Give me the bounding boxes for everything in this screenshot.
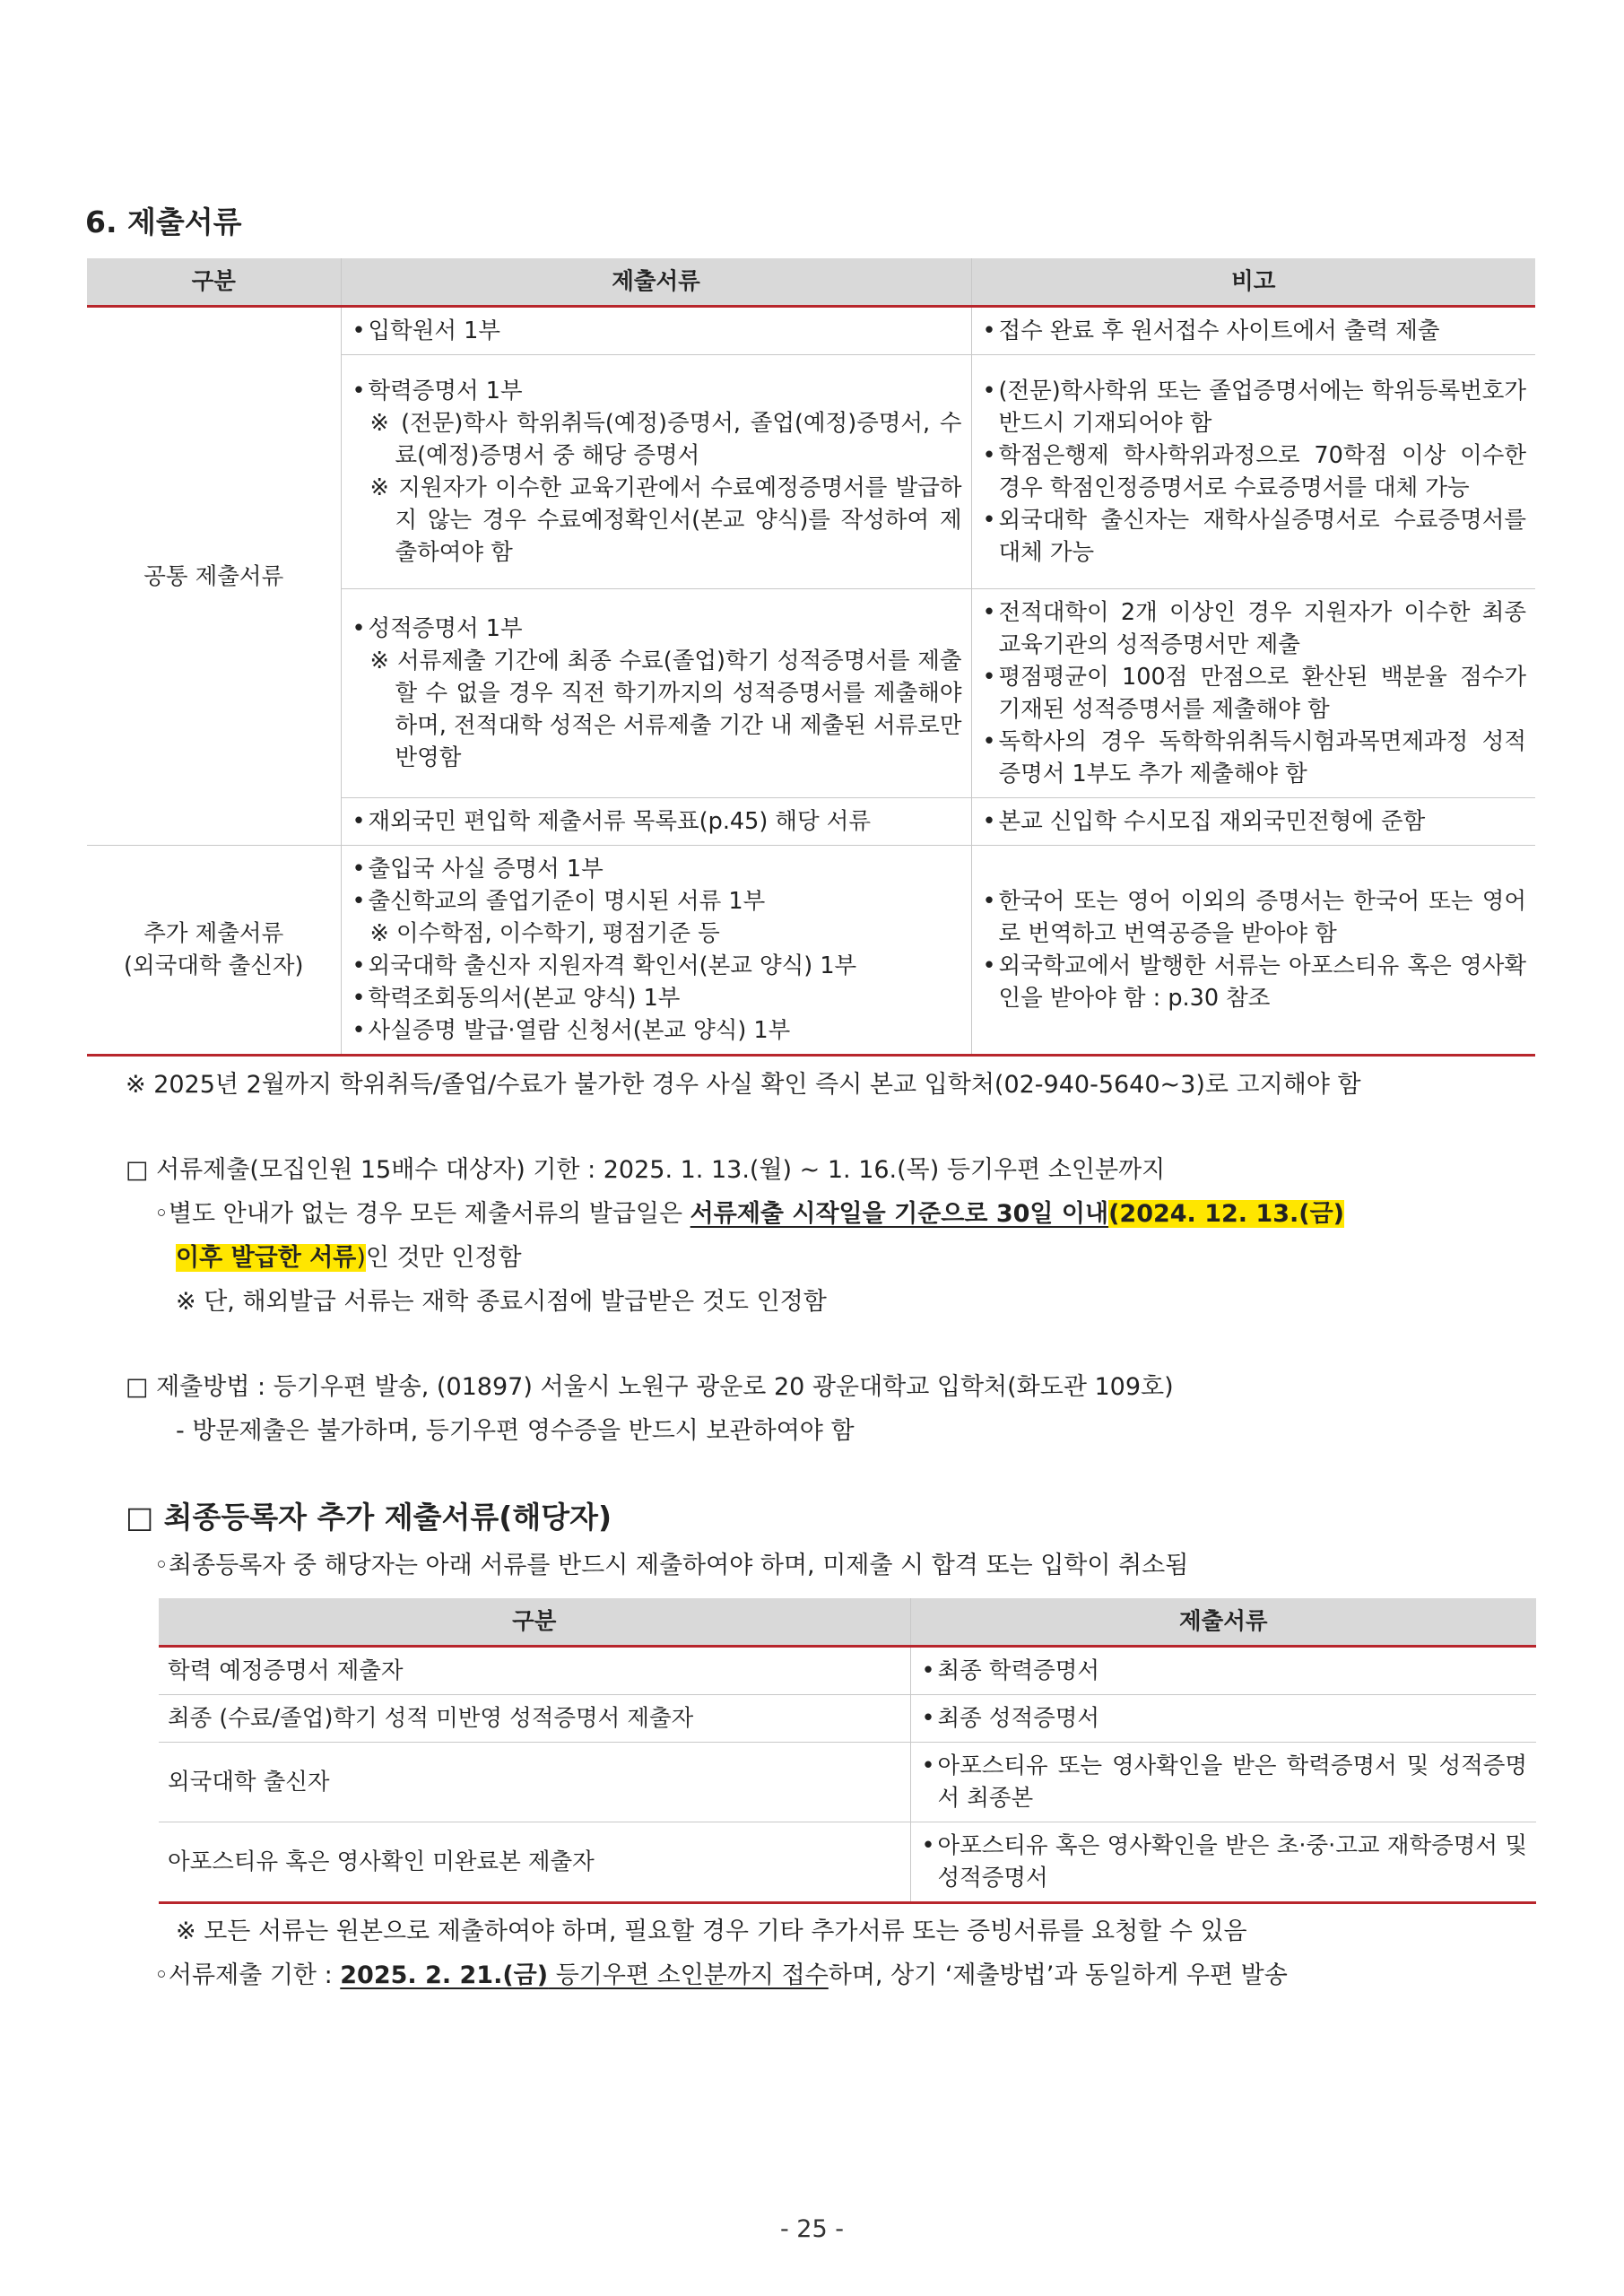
note-item: • 평점평균이 100점 만점으로 환산된 백분율 점수가 기재된 성적증명서를 제출해야 함 [981, 661, 1527, 726]
issue-date-highlight: (2024. 12. 13.(금) [1108, 1200, 1345, 1228]
table-row: 학력 예정증명서 제출자 • 최종 학력증명서 [159, 1647, 1536, 1695]
doc-subnote: ※ (전문)학사 학위취득(예정)증명서, 졸업(예정)증명서, 수료(예정)증명서 중 해당 증명서 [369, 410, 962, 469]
section-title: 6. 제출서류 [85, 204, 242, 239]
method-line: □ 제출방법 : 등기우편 발송, (01897) 서울시 노원구 광운로 20 광운대학교 입학처(화도관 109호) [126, 1373, 1174, 1401]
doc-item: • 학력증명서 1부 [351, 375, 962, 407]
submission-documents-table [87, 258, 1535, 1057]
table-row: 외국대학 출신자 • 아포스티유 또는 영사확인을 받은 학력증명서 및 성적증명서 최종본 [159, 1743, 1536, 1822]
final-deadline-date: 2025. 2. 21.(금) [340, 1961, 549, 1989]
header-category: 구분 [87, 258, 341, 307]
note-item: • 외국학교에서 발행한 서류는 아포스티유 혹은 영사확인을 받아야 함 : p.30 참조 [981, 950, 1527, 1014]
final-deadline: ◦서류제출 기한 : 2025. 2. 21.(금) 등기우편 소인분까지 접수하며, 상기 ‘제출방법’과 동일하게 우편 발송 [154, 1961, 1288, 1989]
deadline-issue-rule: ◦별도 안내가 없는 경우 모든 제출서류의 발급일은 서류제출 시작일을 기준으로 30일 이내(2024. 12. 13.(금) [154, 1200, 1345, 1228]
final-title: □ 최종등록자 추가 제출서류(해당자) [126, 1500, 612, 1535]
table-header-row [159, 1598, 1536, 1647]
final-note: ※ 모든 서류는 원본으로 제출하여야 하며, 필요할 경우 기타 추가서류 또는 증빙서류를 요청할 수 있음 [176, 1918, 1247, 1945]
doc-item: • 학력조회동의서(본교 양식) 1부 [351, 982, 962, 1014]
issue-period: 서류제출 시작일을 기준으로 30일 이내 [690, 1200, 1109, 1228]
note-item: • 접수 완료 후 원서접수 사이트에서 출력 제출 [981, 315, 1527, 347]
note-item: • 외국대학 출신자는 재학사실증명서로 수료증명서를 대체 가능 [981, 504, 1527, 569]
method-sub: - 방문제출은 불가하며, 등기우편 영수증을 반드시 보관하여야 함 [176, 1417, 855, 1445]
doc-subnote: ※ 서류제출 기간에 최종 수료(졸업)학기 성적증명서를 제출할 수 없을 경우 직전 학기까지의 성적증명서를 제출해야 하며, 전적대학 성적은 서류제출 기간 내 제출된 서류로만 반영함 [369, 648, 962, 771]
note-item: • 한국어 또는 영어 이외의 증명서는 한국어 또는 영어로 번역하고 번역공증을 받아야 함 [981, 885, 1527, 950]
doc-item: • 출입국 사실 증명서 1부 [351, 853, 962, 885]
final-registrant-table [159, 1598, 1536, 1904]
final-header-category: 구분 [159, 1598, 910, 1647]
final-intro: ◦최종등록자 중 해당자는 아래 서류를 반드시 제출하여야 하며, 미제출 시 합격 또는 입학이 취소됨 [154, 1552, 1189, 1579]
doc-item: • 재외국민 편입학 제출서류 목록표(p.45) 해당 서류 [351, 805, 962, 838]
note-item: • 전적대학이 2개 이상인 경우 지원자가 이수한 최종 교육기관의 성적증명서만 제출 [981, 596, 1527, 661]
page-number: - 25 - [779, 2215, 844, 2243]
final-header-documents: 제출서류 [910, 1598, 1536, 1647]
category-additional-line2: (외국대학 출신자) [124, 952, 304, 979]
note-item: • (전문)학사학위 또는 졸업증명서에는 학위등록번호가 반드시 기재되어야 함 [981, 375, 1527, 439]
deadline-issue-rule-cont: 이후 발급한 서류)인 것만 인정함 [176, 1244, 522, 1272]
table-row: 아포스티유 혹은 영사확인 미완료본 제출자 • 아포스티유 혹은 영사확인을 받은 초·중·고교 재학증명서 및 성적증명서 [159, 1822, 1536, 1903]
note-item: • 본교 신입학 수시모집 재외국민전형에 준함 [981, 805, 1527, 838]
header-notes: 비고 [971, 258, 1535, 307]
note-item: • 학점은행제 학사학위과정으로 70학점 이상 이수한 경우 학점인정증명서로 수료증명서를 대체 가능 [981, 439, 1527, 504]
category-common: 공통 제출서류 [143, 562, 284, 590]
doc-item: • 사실증명 발급·열람 신청서(본교 양식) 1부 [351, 1014, 962, 1047]
doc-item: • 입학원서 1부 [351, 315, 962, 347]
doc-item: • 출신학교의 졸업기준이 명시된 서류 1부 [351, 885, 962, 918]
category-additional-line1: 추가 제출서류 [143, 920, 284, 947]
header-documents: 제출서류 [341, 258, 971, 307]
doc-item: • 외국대학 출신자 지원자격 확인서(본교 양식) 1부 [351, 950, 962, 982]
notice-february: ※ 2025년 2월까지 학위취득/졸업/수료가 불가한 경우 사실 확인 즉시 본교 입학처(02-940-5640~3)로 고지해야 함 [126, 1071, 1361, 1099]
note-item: • 독학사의 경우 독학학위취득시험과목면제과정 성적증명서 1부도 추가 제출해야 함 [981, 726, 1527, 790]
doc-subnote: ※ 이수학점, 이수학기, 평점기준 등 [369, 920, 720, 947]
table-row [87, 846, 1535, 1056]
category-additional [87, 846, 341, 1056]
table-row: 최종 (수료/졸업)학기 성적 미반영 성적증명서 제출자 • 최종 성적증명서 [159, 1695, 1536, 1743]
overseas-note: ※ 단, 해외발급 서류는 재학 종료시점에 발급받은 것도 인정함 [176, 1288, 827, 1316]
doc-item: • 성적증명서 1부 [351, 613, 962, 645]
deadline-line: □ 서류제출(모집인원 15배수 대상자) 기한 : 2025. 1. 13.(월) ~ 1. 16.(목) 등기우편 소인분까지 [126, 1156, 1166, 1184]
table-row [87, 307, 1535, 355]
doc-subnote: ※ 지원자가 이수한 교육기관에서 수료예정증명서를 발급하지 않는 경우 수료예정확인서(본교 양식)를 작성하여 제출하여야 함 [369, 474, 962, 566]
table-header-row [87, 258, 1535, 307]
